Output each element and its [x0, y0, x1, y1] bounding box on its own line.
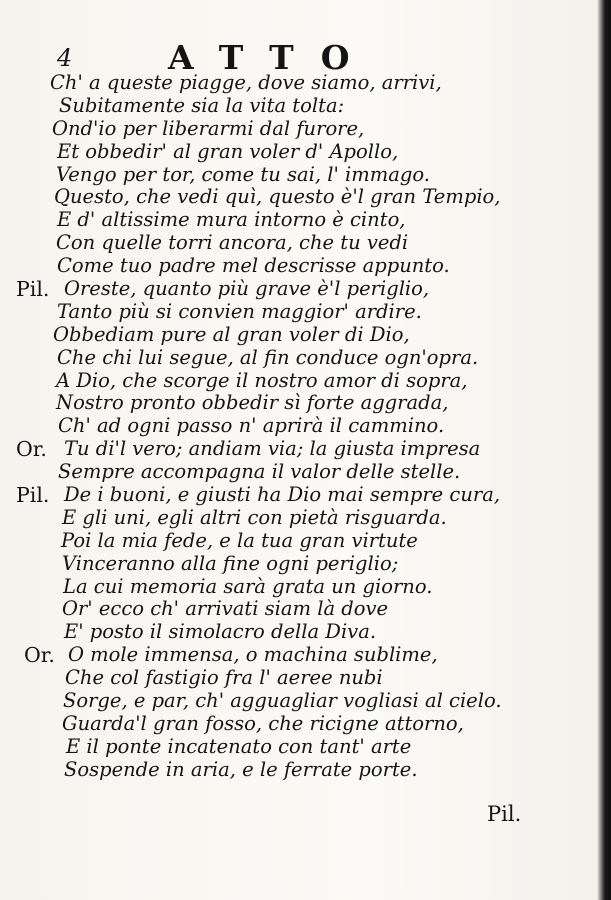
verse-text: Sorge, e par, ch' agguagliar vogliasi al cielo. [63, 689, 502, 713]
verse-line [0, 164, 600, 187]
verse-line [0, 667, 600, 690]
verse-line [0, 278, 600, 301]
verse-block [0, 72, 600, 782]
verse-text: Vinceranno alla fine ogni periglio; [62, 551, 399, 575]
verse-text: La cui memoria sarà grata un giorno. [63, 574, 433, 598]
catchword: Pil. [487, 802, 522, 826]
verse-line [0, 736, 600, 759]
verse-line [0, 95, 600, 118]
verse-text: A Dio, che scorge il nostro amor di sopra, [56, 368, 468, 392]
verse-text: Tu di'l vero; andiam via; la giusta impresa [64, 437, 481, 461]
verse-line [0, 713, 600, 736]
verse-line [0, 598, 600, 621]
verse-line [0, 644, 600, 667]
verse-line [0, 347, 600, 370]
verse-line [0, 392, 600, 415]
verse-line [0, 484, 600, 507]
verse-text: Vengo per tor, come tu sai, l' immago. [56, 162, 430, 186]
verse-line [0, 209, 600, 232]
verse-text: Questo, che vedi quì, questo è'l gran Tempio, [54, 185, 501, 209]
verse-line [0, 759, 600, 782]
verse-line [0, 576, 600, 599]
verse-text: Sospende in aria, e le ferrate porte. [64, 757, 418, 781]
verse-line [0, 461, 600, 484]
verse-line [0, 690, 600, 713]
verse-line [0, 324, 600, 347]
verse-text: Sempre accompagna il valor delle stelle. [58, 460, 461, 484]
verse-line [0, 118, 600, 141]
verse-text: Poi la mia fede, e la tua gran virtute [61, 528, 418, 552]
verse-line [0, 72, 600, 95]
verse-text: Che chi lui segue, al fin conduce ogn'opra. [57, 345, 479, 369]
speaker-label: Or. [24, 643, 55, 668]
verse-line [0, 141, 600, 164]
verse-line [0, 530, 600, 553]
verse-text: E il ponte incatenato con tant' arte [66, 734, 412, 758]
verse-text: E' posto il simolacro della Diva. [64, 620, 377, 644]
page-number: 4 [57, 44, 73, 72]
verse-text: Ond'io per liberarmi dal furore, [52, 116, 365, 140]
verse-line [0, 255, 600, 278]
verse-line [0, 370, 600, 393]
verse-text: O mole immensa, o machina sublime, [68, 643, 438, 667]
verse-text: Nostro pronto obbedir sì forte aggrada, [56, 391, 449, 415]
verse-text: De i buoni, e giusti ha Dio mai sempre cura, [64, 483, 501, 507]
verse-text: Guarda'l gran fosso, che ricigne attorno, [62, 711, 464, 735]
verse-line [0, 301, 600, 324]
verse-line [0, 186, 600, 209]
verse-text: Che col fastigio fra l' aeree nubi [65, 666, 383, 690]
verse-text: E d' altissime mura intorno è cinto, [57, 208, 406, 232]
running-head: ATTO [168, 38, 377, 77]
verse-text: Ch' a queste piagge, dove siamo, arrivi, [50, 71, 442, 94]
verse-line [0, 507, 600, 530]
verse-text: Subitamente sia la vita tolta: [59, 93, 345, 117]
verse-text: Et obbedir' al gran voler d' Apollo, [57, 139, 399, 163]
verse-line [0, 438, 600, 461]
speaker-label: Pil. [16, 483, 50, 508]
verse-text: Obbediam pure al gran voler di Dio, [53, 322, 410, 346]
verse-text: Tanto più si convien maggior' ardire. [57, 299, 422, 323]
verse-text: Or' ecco ch' arrivati siam là dove [62, 597, 389, 621]
verse-text: E gli uni, egli altri con pietà risguarda. [62, 505, 447, 529]
verse-text: Con quelle torri ancora, che tu vedi [56, 231, 409, 255]
speaker-label: Or. [16, 437, 47, 462]
verse-text: Oreste, quanto più grave è'l periglio, [64, 277, 430, 301]
speaker-label: Pil. [16, 277, 50, 302]
verse-line [0, 553, 600, 576]
verse-line [0, 415, 600, 438]
verse-line [0, 232, 600, 255]
verse-text: Come tuo padre mel descrisse appunto. [57, 254, 450, 278]
verse-line [0, 621, 600, 644]
verse-text: Ch' ad ogni passo n' aprirà il cammino. [58, 414, 445, 438]
